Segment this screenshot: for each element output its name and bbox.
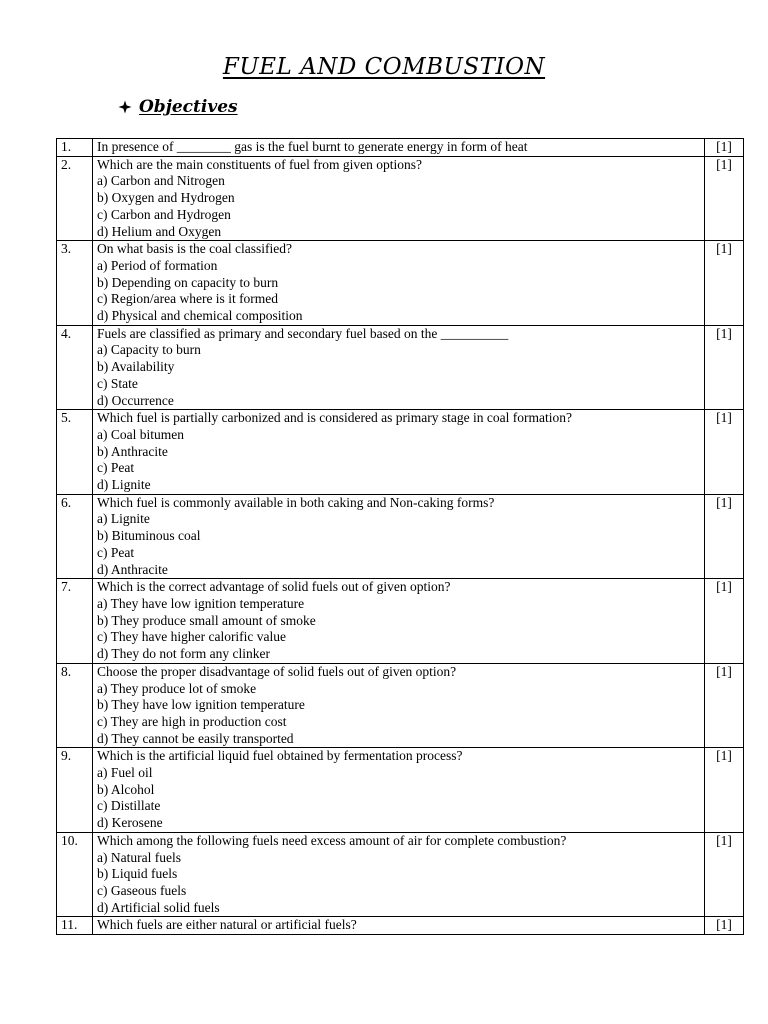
question-number: 8. <box>57 663 93 748</box>
answer-option: b) They have low ignition temperature <box>97 697 305 713</box>
question-row <box>57 156 744 241</box>
answer-option: d) They do not form any clinker <box>97 646 270 662</box>
answer-option: c) State <box>97 375 138 391</box>
diamond-bullet-icon <box>118 100 132 114</box>
answer-option: d) Helium and Oxygen <box>97 223 222 239</box>
question-number: 3. <box>57 241 93 326</box>
question-row <box>57 494 744 579</box>
answer-option: b) Liquid fuels <box>97 866 178 882</box>
question-marks: [1] <box>705 494 744 579</box>
answer-option: a) Fuel oil <box>97 765 153 781</box>
question-row <box>57 410 744 495</box>
question-number: 5. <box>57 410 93 495</box>
question-cell <box>93 579 705 664</box>
question-cell <box>93 748 705 833</box>
question-text: In presence of ________ gas is the fuel burnt to generate energy in form of heat <box>97 139 528 154</box>
answer-option: c) Peat <box>97 460 135 476</box>
answer-option: c) They have higher calorific value <box>97 629 287 645</box>
answer-option: d) Artificial solid fuels <box>97 899 220 915</box>
question-number: 6. <box>57 494 93 579</box>
question-text: Which is the correct advantage of solid fuels out of given option? <box>97 579 451 595</box>
question-text: Which fuels are either natural or artificial fuels? <box>97 917 357 933</box>
question-marks: [1] <box>705 325 744 410</box>
question-marks: [1] <box>705 241 744 326</box>
answer-option: d) Occurrence <box>97 392 174 408</box>
answer-option: b) Depending on capacity to burn <box>97 274 279 290</box>
answer-option: b) They produce small amount of smoke <box>97 612 316 628</box>
question-marks: [1] <box>705 748 744 833</box>
answer-option: d) Anthracite <box>97 561 168 577</box>
answer-option: b) Availability <box>97 359 175 375</box>
answer-option: a) Lignite <box>97 511 150 527</box>
answer-option: b) Anthracite <box>97 443 168 459</box>
question-number: 4. <box>57 325 93 410</box>
question-row <box>57 241 744 326</box>
question-text: Fuels are classified as primary and secondary fuel based on the __________ <box>97 325 509 341</box>
answer-option: c) Distillate <box>97 798 161 814</box>
answer-option: a) Natural fuels <box>97 849 181 865</box>
answer-option: a) Capacity to burn <box>97 342 201 358</box>
answer-option: a) Coal bitumen <box>97 426 184 442</box>
question-cell <box>93 663 705 748</box>
question-row <box>57 832 744 917</box>
question-text: Which are the main constituents of fuel from given options? <box>97 156 423 172</box>
question-row <box>57 139 744 157</box>
answer-option: a) They produce lot of smoke <box>97 680 257 696</box>
question-text: Choose the proper disadvantage of solid fuels out of given option? <box>97 663 457 679</box>
question-row <box>57 917 744 935</box>
answer-option: c) Peat <box>97 544 135 560</box>
question-cell <box>93 241 705 326</box>
answer-option: d) They cannot be easily transported <box>97 730 294 746</box>
question-row <box>57 663 744 748</box>
question-marks: [1] <box>705 410 744 495</box>
answer-option: a) Carbon and Nitrogen <box>97 173 225 189</box>
question-number: 11. <box>57 917 93 935</box>
questions-table <box>56 138 744 935</box>
question-marks: [1] <box>705 156 744 241</box>
questions-table-body <box>57 139 744 935</box>
answer-option: c) Carbon and Hydrogen <box>97 206 231 222</box>
question-text: Which is the artificial liquid fuel obtained by fermentation process? <box>97 748 463 764</box>
question-number: 7. <box>57 579 93 664</box>
question-cell <box>93 156 705 241</box>
answer-option: a) Period of formation <box>97 257 218 273</box>
question-cell <box>93 139 705 157</box>
answer-option: b) Bituminous coal <box>97 528 201 544</box>
question-cell <box>93 917 705 935</box>
question-marks: [1] <box>705 663 744 748</box>
answer-option: d) Kerosene <box>97 815 163 831</box>
question-cell <box>93 832 705 917</box>
question-number: 2. <box>57 156 93 241</box>
answer-option: b) Alcohol <box>97 781 155 797</box>
question-text: Which among the following fuels need excess amount of air for complete combustion? <box>97 832 567 848</box>
question-text: Which fuel is commonly available in both caking and Non-caking forms? <box>97 494 495 510</box>
question-marks: [1] <box>705 139 744 157</box>
question-cell <box>93 325 705 410</box>
question-row <box>57 325 744 410</box>
question-cell <box>93 410 705 495</box>
question-number: 9. <box>57 748 93 833</box>
section-heading-label: Objectives <box>139 97 238 117</box>
question-row <box>57 748 744 833</box>
question-marks: [1] <box>705 579 744 664</box>
answer-option: b) Oxygen and Hydrogen <box>97 190 235 206</box>
question-cell <box>93 494 705 579</box>
answer-option: c) Region/area where is it formed <box>97 291 279 307</box>
answer-option: c) Gaseous fuels <box>97 882 187 898</box>
question-number: 10. <box>57 832 93 917</box>
answer-option: c) They are high in production cost <box>97 713 287 729</box>
question-text: On what basis is the coal classified? <box>97 241 292 257</box>
question-marks: [1] <box>705 832 744 917</box>
answer-option: d) Physical and chemical composition <box>97 308 303 324</box>
answer-option: d) Lignite <box>97 477 151 493</box>
answer-option: a) They have low ignition temperature <box>97 595 305 611</box>
question-number: 1. <box>57 139 93 157</box>
question-row <box>57 579 744 664</box>
question-text: Which fuel is partially carbonized and is considered as primary stage in coal formation? <box>97 410 572 426</box>
section-heading <box>118 97 238 117</box>
question-marks: [1] <box>705 917 744 935</box>
page-title: FUEL AND COMBUSTION <box>222 54 546 80</box>
